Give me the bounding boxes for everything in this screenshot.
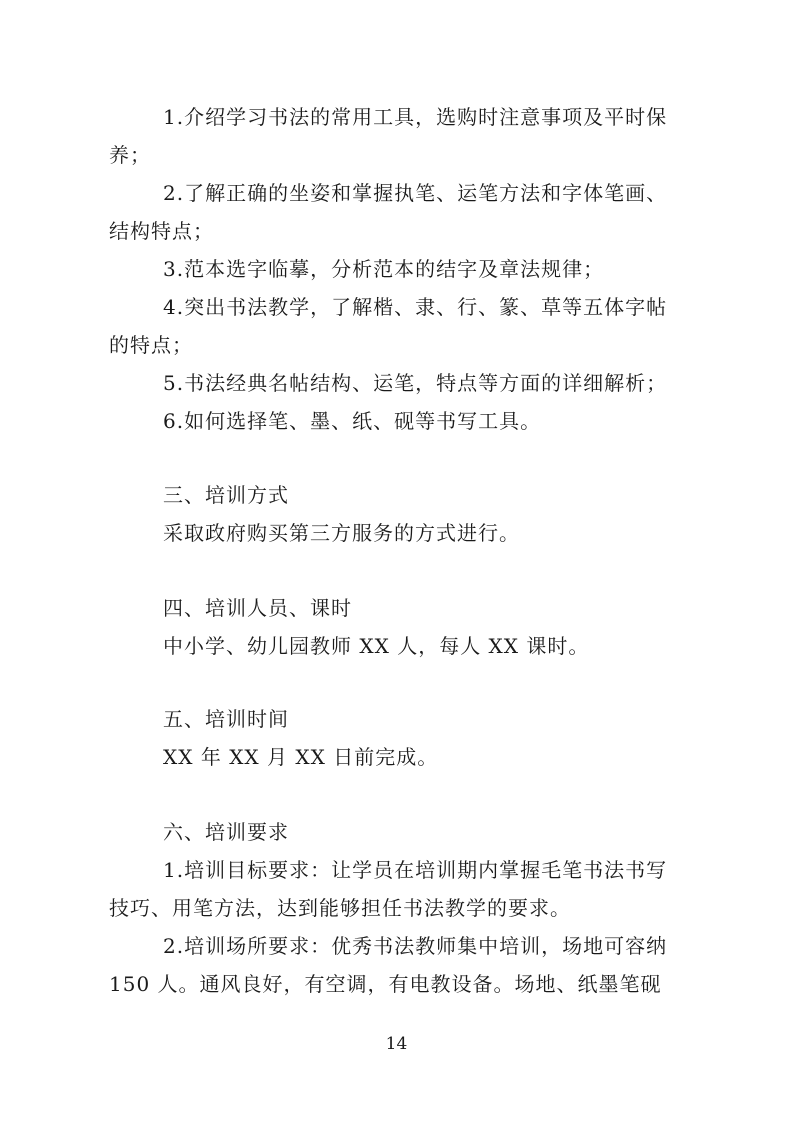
- requirement-2-line-1: 2.培训场所要求：优秀书法教师集中培训，场地可容纳: [163, 934, 668, 958]
- section-5-body: XX 年 XX 月 XX 日前完成。: [163, 745, 439, 769]
- list-item-4-line-1: 4.突出书法教学，了解楷、隶、行、篆、草等五体字帖: [163, 295, 668, 319]
- list-item-1-line-1: 1.介绍学习书法的常用工具，选购时注意事项及平时保: [163, 105, 668, 129]
- list-item-1-line-2: 养；: [109, 143, 151, 167]
- section-3-body: 采取政府购买第三方服务的方式进行。: [163, 521, 520, 545]
- list-item-6: 6.如何选择笔、墨、纸、砚等书写工具。: [163, 409, 542, 433]
- section-4-body: 中小学、幼儿园教师 XX 人，每人 XX 课时。: [163, 634, 590, 658]
- list-item-2-line-2: 结构特点；: [109, 219, 214, 243]
- section-5-heading: 五、培训时间: [163, 707, 289, 731]
- requirement-1-line-2: 技巧、用笔方法，达到能够担任书法教学的要求。: [109, 896, 571, 920]
- page-number: 14: [385, 1034, 408, 1054]
- list-item-2-line-1: 2.了解正确的坐姿和掌握执笔、运笔方法和字体笔画、: [163, 181, 668, 205]
- requirement-2-line-2: 150 人。通风良好，有空调，有电教设备。场地、纸墨笔砚: [109, 972, 662, 996]
- list-item-3: 3.范本选字临摹，分析范本的结字及章法规律；: [163, 257, 605, 281]
- section-6-heading: 六、培训要求: [163, 820, 289, 844]
- requirement-1-line-1: 1.培训目标要求：让学员在培训期内掌握毛笔书法书写: [163, 858, 668, 882]
- list-item-4-line-2: 的特点；: [109, 333, 193, 357]
- section-4-heading: 四、培训人员、课时: [163, 596, 352, 620]
- list-item-5: 5.书法经典名帖结构、运笔，特点等方面的详细解析；: [163, 371, 668, 395]
- section-3-heading: 三、培训方式: [163, 483, 289, 507]
